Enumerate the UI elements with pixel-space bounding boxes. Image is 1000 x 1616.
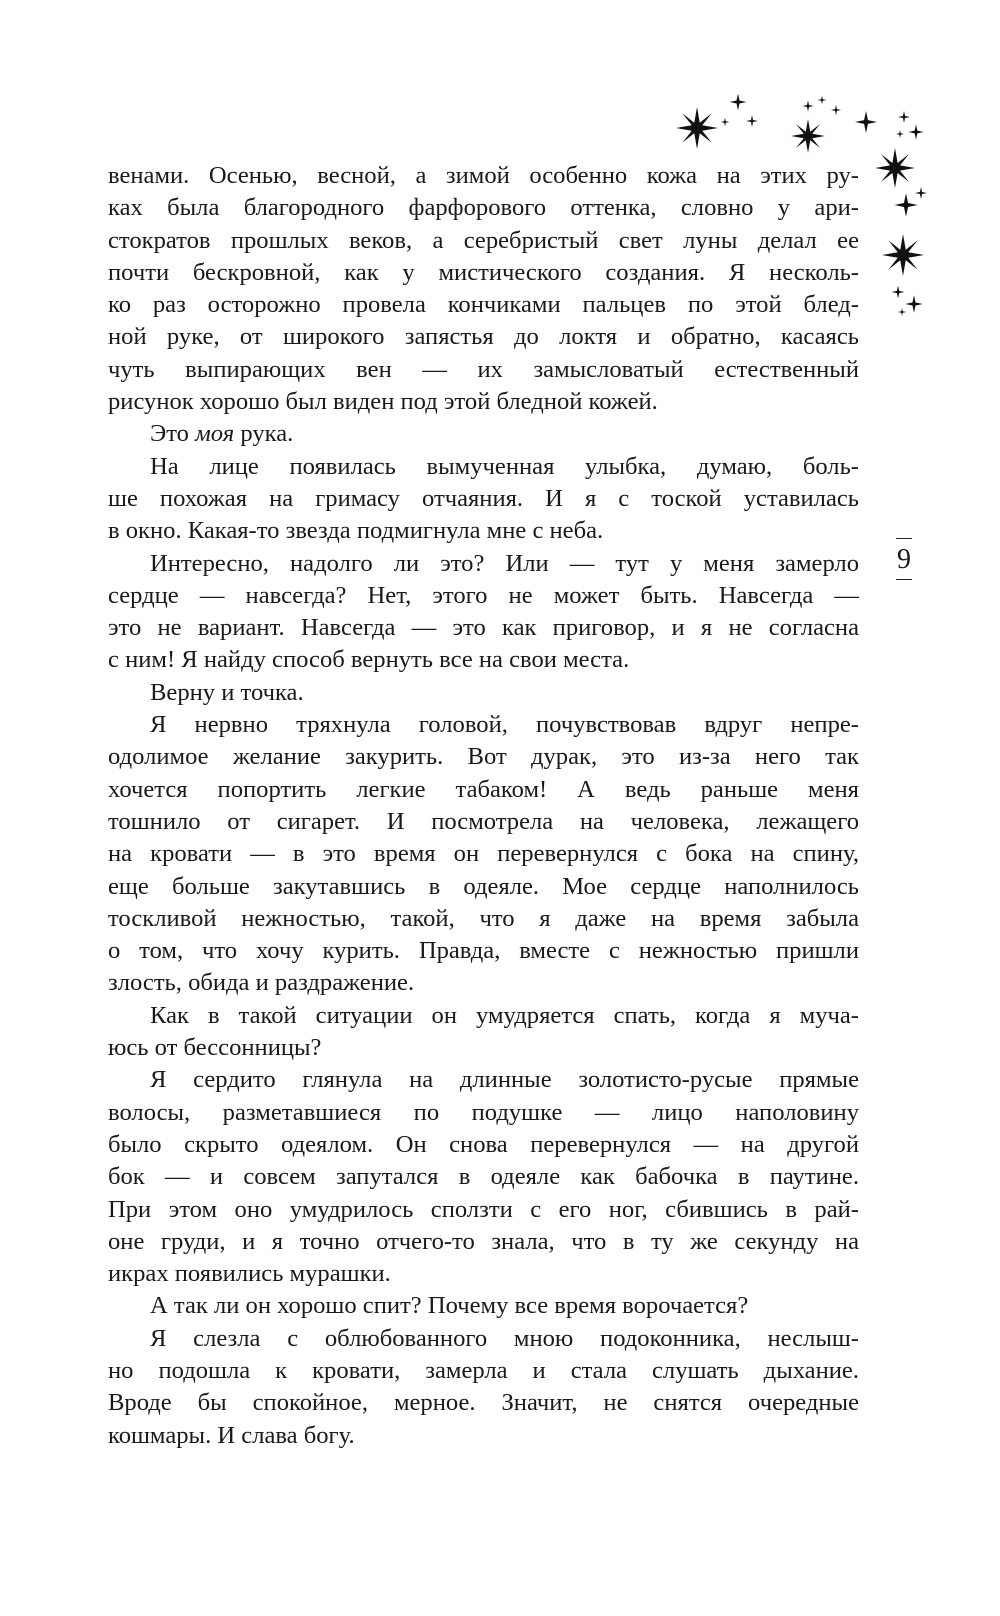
text-line: юсь от бессонницы? bbox=[108, 1034, 322, 1062]
text-line: При этом оно умудрилось сползти с его ног, сбившись в рай- bbox=[108, 1195, 859, 1223]
text-line: Я сердито глянула на длинные золотисто-русые прямые bbox=[150, 1066, 859, 1094]
text-line: На лице появилась вымученная улыбка, думаю, боль- bbox=[150, 452, 859, 480]
text-line: оне груди, и я точно отчего-то знала, что в ту же секунду на bbox=[108, 1227, 859, 1255]
text-line: ше похожая на гримасу отчаяния. И я с тоской уставилась bbox=[108, 484, 859, 512]
text-line: с ним! Я найду способ вернуть все на свои места. bbox=[108, 646, 630, 674]
text-line: на кровати — в это время он перевернулся с бока на спину, bbox=[108, 840, 859, 868]
text-line: волосы, разметавшиеся по подушке — лицо наполовину bbox=[108, 1098, 859, 1126]
text-line: Я нервно тряхнула головой, почувствовав вдруг непре- bbox=[150, 711, 859, 739]
page-number-rule-top bbox=[896, 538, 912, 539]
text-line: сердце — навсегда? Нет, этого не может быть. Навсегда — bbox=[108, 581, 859, 609]
book-page-text bbox=[108, 160, 859, 1452]
text-line: почти бескровной, как у мистического создания. Я несколь- bbox=[108, 258, 859, 286]
text-line: икрах появились мурашки. bbox=[108, 1260, 391, 1288]
text-line: венами. Осенью, весной, а зимой особенно кожа на этих ру- bbox=[108, 162, 859, 189]
text-line: хочется попортить легкие табаком! А ведь раньше меня bbox=[108, 775, 859, 803]
text-line: злость, обида и раздражение. bbox=[108, 969, 415, 997]
text-line: о том, что хочу курить. Правда, вместе с нежностью пришли bbox=[108, 937, 859, 965]
text-line: тоскливой нежностью, такой, что я даже на время забыла bbox=[108, 904, 859, 932]
text-line: Вроде бы спокойное, мерное. Значит, не снятся очередные bbox=[108, 1389, 859, 1417]
text-line: в окно. Какая-то звезда подмигнула мне с неба. bbox=[108, 517, 604, 545]
text-fragment: Это bbox=[150, 420, 196, 448]
page-number-value: 9 bbox=[897, 544, 911, 575]
text-line: Верну и точка. bbox=[150, 678, 304, 706]
text-line: Я слезла с облюбованного мною подоконника, неслыш- bbox=[150, 1324, 859, 1352]
text-line: было скрыто одеялом. Он снова перевернулся — на другой bbox=[108, 1130, 859, 1158]
text-line: ках была благородного фарфорового оттенка, словно у ари- bbox=[108, 194, 859, 222]
page-number-rule-bottom bbox=[896, 579, 912, 580]
text-line bbox=[108, 418, 859, 450]
emphasis-text: моя bbox=[195, 420, 235, 448]
text-line: рисунок хорошо был виден под этой бледной кожей. bbox=[108, 388, 658, 416]
text-line: еще больше закутавшись в одеяле. Мое сердце наполнилось bbox=[108, 872, 859, 900]
text-line: это не вариант. Навсегда — это как приговор, и я не согласна bbox=[108, 614, 859, 642]
text-line: Как в такой ситуации он умудряется спать, когда я муча- bbox=[150, 1001, 859, 1029]
text-line: одолимое желание закурить. Вот дурак, это из-за него так bbox=[108, 743, 859, 771]
text-fragment: рука. bbox=[234, 420, 294, 448]
text-line: ной руке, от широкого запястья до локтя и обратно, касаясь bbox=[108, 323, 859, 351]
page-number bbox=[893, 538, 915, 580]
text-line: но подошла к кровати, замерла и стала слушать дыхание. bbox=[108, 1356, 859, 1384]
text-line: тошнило от сигарет. И посмотрела на человека, лежащего bbox=[108, 807, 859, 835]
text-line: кошмары. И слава богу. bbox=[108, 1421, 355, 1449]
text-line: бок — и совсем запутался в одеяле как бабочка в паутине. bbox=[108, 1163, 859, 1191]
text-line: А так ли он хорошо спит? Почему все время ворочается? bbox=[150, 1292, 749, 1320]
text-line: Интересно, надолго ли это? Или — тут у меня замерло bbox=[150, 549, 859, 577]
text-line: ко раз осторожно провела кончиками пальцев по этой блед- bbox=[108, 291, 859, 319]
text-line: чуть выпирающих вен — их замысловатый естественный bbox=[108, 355, 859, 383]
text-line: стократов прошлых веков, а серебристый свет луны делал ее bbox=[108, 226, 859, 254]
